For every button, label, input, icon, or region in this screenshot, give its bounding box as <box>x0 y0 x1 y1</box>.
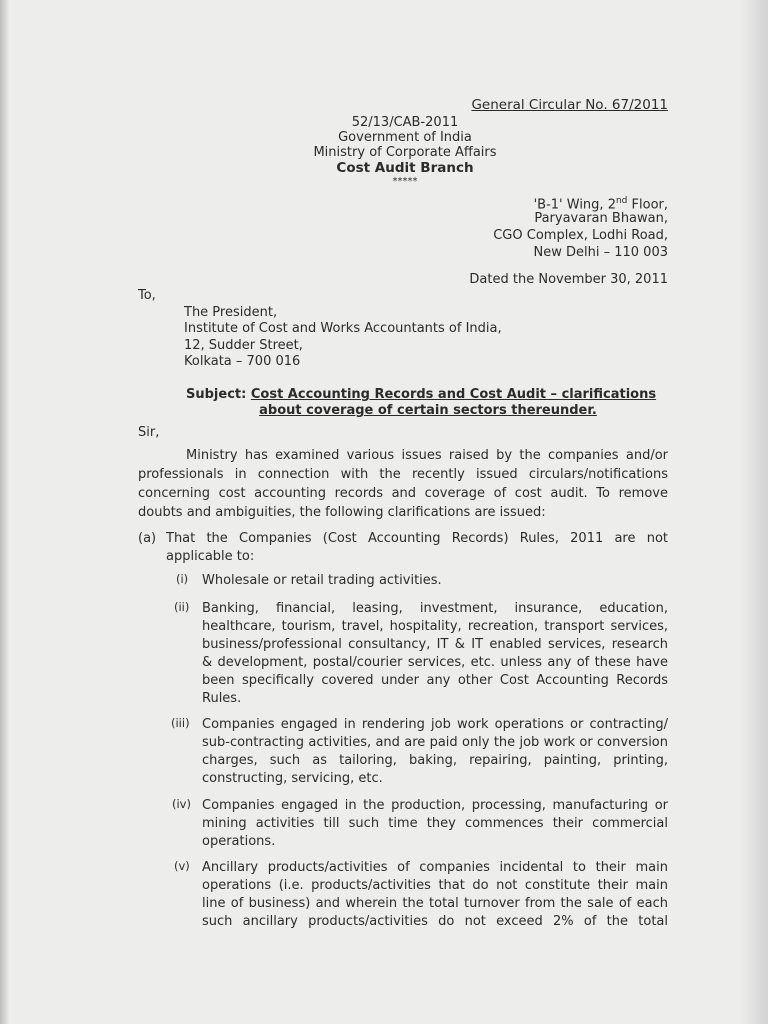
item-line: operations. <box>202 834 276 849</box>
item-line: mining activities till such time they commences their commercial <box>202 816 668 831</box>
scan-edge-left <box>0 0 10 1024</box>
item-line: sub-contracting activities, and are paid only the job work or conversion <box>202 735 668 750</box>
item-line: such ancillary products/activities do not exceed 2% of the total <box>202 914 668 929</box>
item-number: (iv) <box>172 797 191 811</box>
circular-number: General Circular No. 67/2011 <box>471 97 668 113</box>
item-number: (ii) <box>174 600 190 614</box>
scan-edge-right <box>740 0 768 1024</box>
recipient-line: Kolkata – 700 016 <box>184 354 301 369</box>
clause-a-line-1: That the Companies (Cost Accounting Records) Rules, 2011 are not <box>166 531 668 546</box>
government-line: Government of India <box>338 130 472 145</box>
address-line-2: Paryavaran Bhawan, <box>534 211 668 226</box>
address-line-1: 'B-1' Wing, 2nd Floor, <box>533 196 668 213</box>
date-line: Dated the November 30, 2011 <box>469 272 668 287</box>
intro-line: Ministry has examined various issues raised by the companies and/or <box>186 448 668 463</box>
recipient-line: 12, Sudder Street, <box>184 338 303 353</box>
item-line: charges, such as tailoring, baking, repairing, painting, printing, <box>202 753 668 768</box>
item-line: operations (i.e. products/activities that do not constitute their main <box>202 878 668 893</box>
intro-line: concerning cost accounting records and coverage of cost audit. To remove <box>138 486 668 501</box>
to-label: To, <box>138 288 156 303</box>
recipient-line: The President, <box>184 305 278 320</box>
item-line: constructing, servicing, etc. <box>202 771 383 786</box>
subject-text: Cost Accounting Records and Cost Audit – clarifications <box>250 387 657 402</box>
clause-a-line-2: applicable to: <box>166 549 255 564</box>
intro-line: professionals in connection with the recently issued circulars/notifications <box>138 467 668 482</box>
file-number: 52/13/CAB-2011 <box>351 115 459 130</box>
item-line: Companies engaged in rendering job work operations or contracting/ <box>202 717 668 732</box>
branch-line: Cost Audit Branch <box>336 160 474 176</box>
subject-line-2: about coverage of certain sectors thereunder. <box>259 403 597 418</box>
item-line: Banking, financial, leasing, investment, insurance, education, <box>202 601 668 616</box>
item-line: Rules. <box>202 691 242 706</box>
item-line: line of business) and wherein the total turnover from the sale of each <box>202 896 668 911</box>
item-number: (v) <box>174 859 190 873</box>
item-number: (i) <box>176 572 189 586</box>
item-line: been specifically covered under any other Cost Accounting Records <box>202 673 668 688</box>
subject-label: Subject: <box>186 387 247 402</box>
item-line: & development, postal/courier services, etc. unless any of these have <box>202 655 668 670</box>
address-line-3: CGO Complex, Lodhi Road, <box>493 228 668 243</box>
item-line: healthcare, tourism, travel, hospitality, recreation, transport services, <box>202 619 668 634</box>
item-line: business/professional consultancy, IT & IT enabled services, research <box>202 637 668 652</box>
clause-a-label: (a) <box>138 531 157 546</box>
item-line: Ancillary products/activities of companies incidental to their main <box>202 860 668 875</box>
address-line-4: New Delhi – 110 003 <box>533 245 668 260</box>
intro-line: doubts and ambiguities, the following clarifications are issued: <box>138 505 546 520</box>
item-line: Wholesale or retail trading activities. <box>202 573 442 588</box>
salutation: Sir, <box>138 425 160 440</box>
separator-stars: ***** <box>392 176 418 187</box>
item-line: Companies engaged in the production, processing, manufacturing or <box>202 798 668 813</box>
recipient-line: Institute of Cost and Works Accountants of India, <box>184 321 502 336</box>
ministry-line: Ministry of Corporate Affairs <box>313 145 497 160</box>
item-number: (iii) <box>171 716 190 730</box>
